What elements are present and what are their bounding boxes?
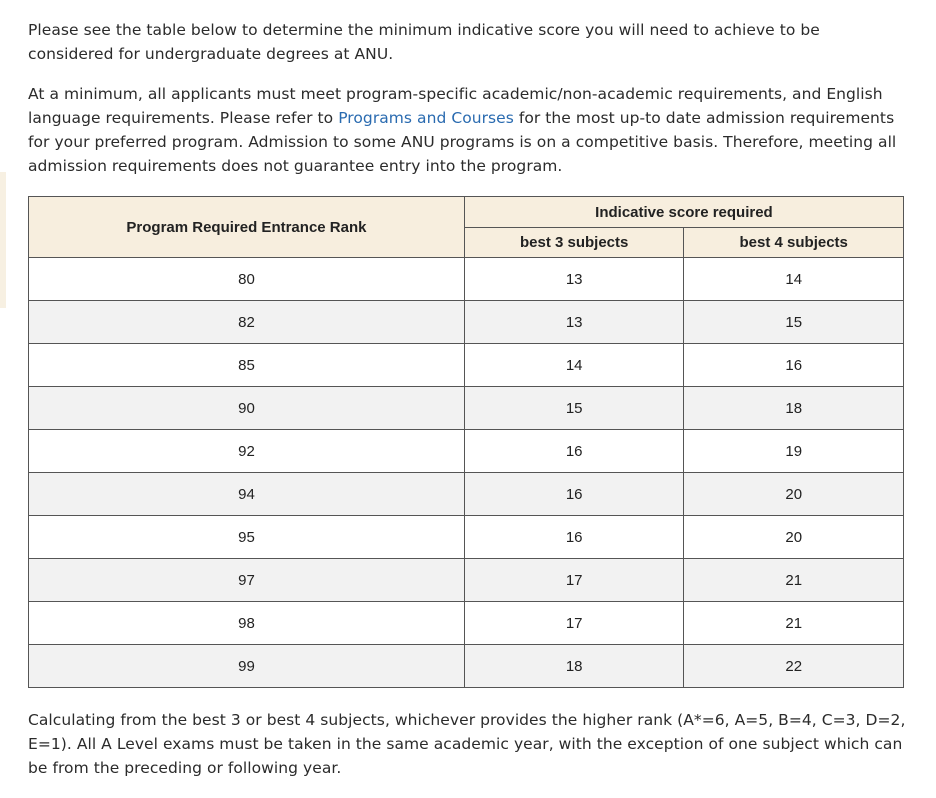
requirements-text-start: At a minimum, all applicants must meet program-specific academic/non-academic requirements, and English language requirements. Please refer to <box>28 85 883 127</box>
table-row <box>29 301 904 344</box>
rank-cell: 98 <box>29 602 465 645</box>
table-row <box>29 473 904 516</box>
best3-cell: 13 <box>464 258 684 301</box>
best4-cell: 20 <box>684 516 904 559</box>
table-row <box>29 602 904 645</box>
rank-cell: 95 <box>29 516 465 559</box>
best3-cell: 18 <box>464 645 684 688</box>
table-row <box>29 387 904 430</box>
best4-cell: 18 <box>684 387 904 430</box>
table-header-row <box>29 197 904 228</box>
main-content <box>28 18 908 780</box>
header-indicative-score: Indicative score required <box>464 197 903 228</box>
best3-cell: 14 <box>464 344 684 387</box>
rank-cell: 90 <box>29 387 465 430</box>
requirements-paragraph <box>28 82 908 178</box>
table-row <box>29 559 904 602</box>
best3-cell: 17 <box>464 602 684 645</box>
rank-cell: 99 <box>29 645 465 688</box>
best4-cell: 19 <box>684 430 904 473</box>
best4-cell: 14 <box>684 258 904 301</box>
best3-cell: 13 <box>464 301 684 344</box>
best3-cell: 16 <box>464 430 684 473</box>
best4-cell: 21 <box>684 559 904 602</box>
left-accent-bar <box>0 172 6 308</box>
best4-cell: 21 <box>684 602 904 645</box>
table-row <box>29 645 904 688</box>
header-entrance-rank: Program Required Entrance Rank <box>29 197 465 258</box>
calculation-note: Calculating from the best 3 or best 4 subjects, whichever provides the higher rank (A*=6, A=5, B=4, C=3, D=2, E=1). All A Level exams must be taken in the same academic year, with the exception of one subject which can be from the preceding or following year. <box>28 711 906 777</box>
table-row <box>29 516 904 559</box>
header-best-4-subjects: best 4 subjects <box>684 228 904 258</box>
header-best-3-subjects: best 3 subjects <box>464 228 684 258</box>
rank-cell: 94 <box>29 473 465 516</box>
rank-cell: 97 <box>29 559 465 602</box>
best4-cell: 16 <box>684 344 904 387</box>
best3-cell: 16 <box>464 473 684 516</box>
best3-cell: 17 <box>464 559 684 602</box>
programs-and-courses-link[interactable]: Programs and Courses <box>338 109 514 127</box>
best4-cell: 22 <box>684 645 904 688</box>
requirements-text-end: for the most up-to date admission requirements for your preferred program. Admission to some ANU programs is on a competitive basis. Therefore, meeting all admission requirements does not guarantee entry into the program. <box>28 109 897 175</box>
intro-paragraph: Please see the table below to determine the minimum indicative score you will need to achieve to be considered for undergraduate degrees at ANU. <box>28 21 820 63</box>
rank-cell: 82 <box>29 301 465 344</box>
best4-cell: 20 <box>684 473 904 516</box>
rank-cell: 85 <box>29 344 465 387</box>
best3-cell: 15 <box>464 387 684 430</box>
best4-cell: 15 <box>684 301 904 344</box>
rank-cell: 80 <box>29 258 465 301</box>
table-row <box>29 258 904 301</box>
best3-cell: 16 <box>464 516 684 559</box>
indicative-score-table <box>28 196 904 688</box>
table-row <box>29 430 904 473</box>
rank-cell: 92 <box>29 430 465 473</box>
table-row <box>29 344 904 387</box>
